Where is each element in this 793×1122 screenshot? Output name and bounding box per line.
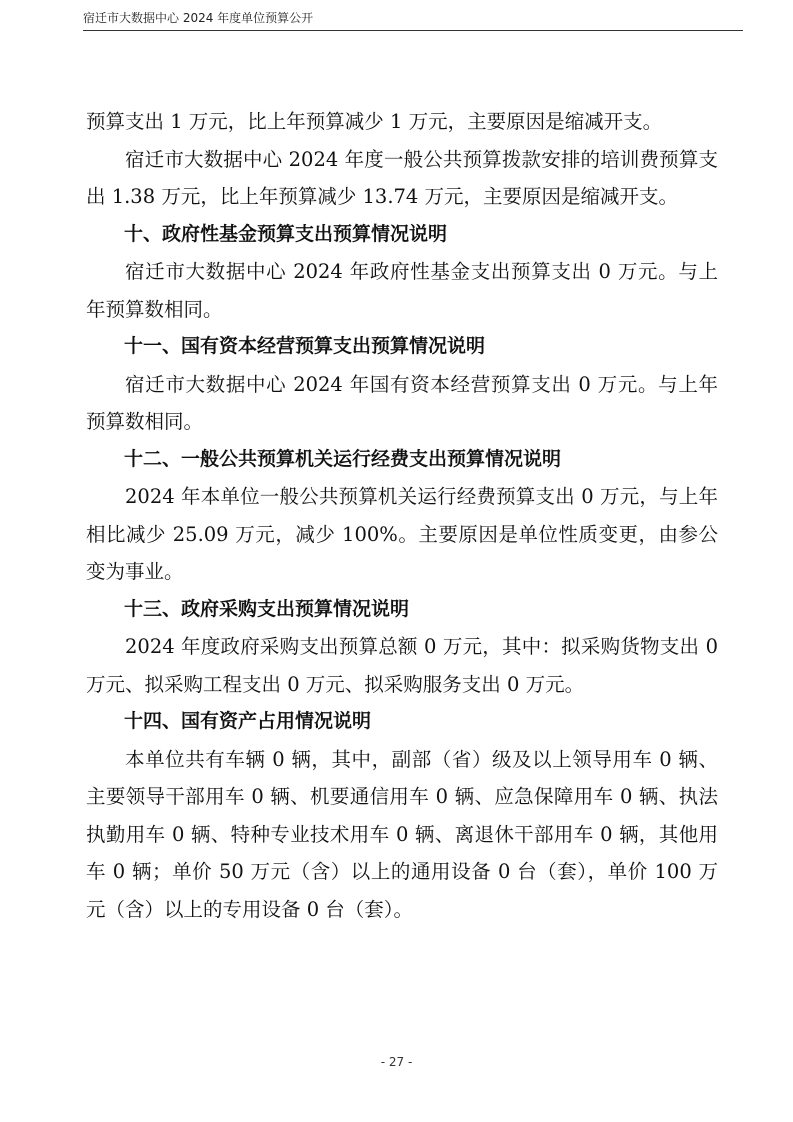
- section-heading-13: 十三、政府采购支出预算情况说明: [124, 597, 410, 620]
- paragraph-continuation: 预算支出 1 万元，比上年预算减少 1 万元，主要原因是缩减开支。: [86, 110, 663, 133]
- page-number: - 27 -: [380, 1055, 413, 1069]
- page-header: [83, 9, 743, 31]
- paragraph-training-fee: 宿迁市大数据中心 2024 年度一般公共预算拨款安排的培训费预算支出 1.38 万元，比上年预算减少 13.74 万元，主要原因是缩减开支。: [86, 147, 718, 208]
- section-heading-14: 十四、国有资产占用情况说明: [124, 710, 372, 732]
- paragraph-government-fund: 宿迁市大数据中心 2024 年政府性基金支出预算支出 0 万元。与上年预算数相同。: [86, 260, 718, 321]
- paragraph-procurement: 2024 年度政府采购支出预算总额 0 万元，其中：拟采购货物支出 0 万元、拟采购工程支出 0 万元、拟采购服务支出 0 万元。: [86, 635, 718, 696]
- document-body: [86, 103, 718, 928]
- section-heading-10: 十、政府性基金预算支出预算情况说明: [124, 222, 448, 245]
- section-heading-12: 十二、一般公共预算机关运行经费支出预算情况说明: [124, 447, 562, 470]
- section-heading-11: 十一、国有资本经营预算支出预算情况说明: [124, 335, 486, 357]
- header-title: 宿迁市大数据中心 2024 年度单位预算公开: [83, 11, 314, 25]
- paragraph-state-assets: 本单位共有车辆 0 辆，其中，副部（省）级及以上领导用车 0 辆、主要领导干部用车 0 辆、机要通信用车 0 辆、应急保障用车 0 辆、执法执勤用车 0 辆、特种专业技术用车 0 辆、离退休干部用车 0 辆，其他用车 0 辆；单价 50 万元（含）以上的通用设备 0 台（套），单价 100 万元（含）以上的专用设备 0 台（套）。: [86, 747, 718, 921]
- paragraph-operating-expenses: 2024 年本单位一般公共预算机关运行经费预算支出 0 万元，与上年相比减少 25.09 万元，减少 100%。主要原因是单位性质变更，由参公变为事业。: [86, 485, 718, 583]
- paragraph-state-capital: 宿迁市大数据中心 2024 年国有资本经营预算支出 0 万元。与上年预算数相同。: [86, 372, 718, 433]
